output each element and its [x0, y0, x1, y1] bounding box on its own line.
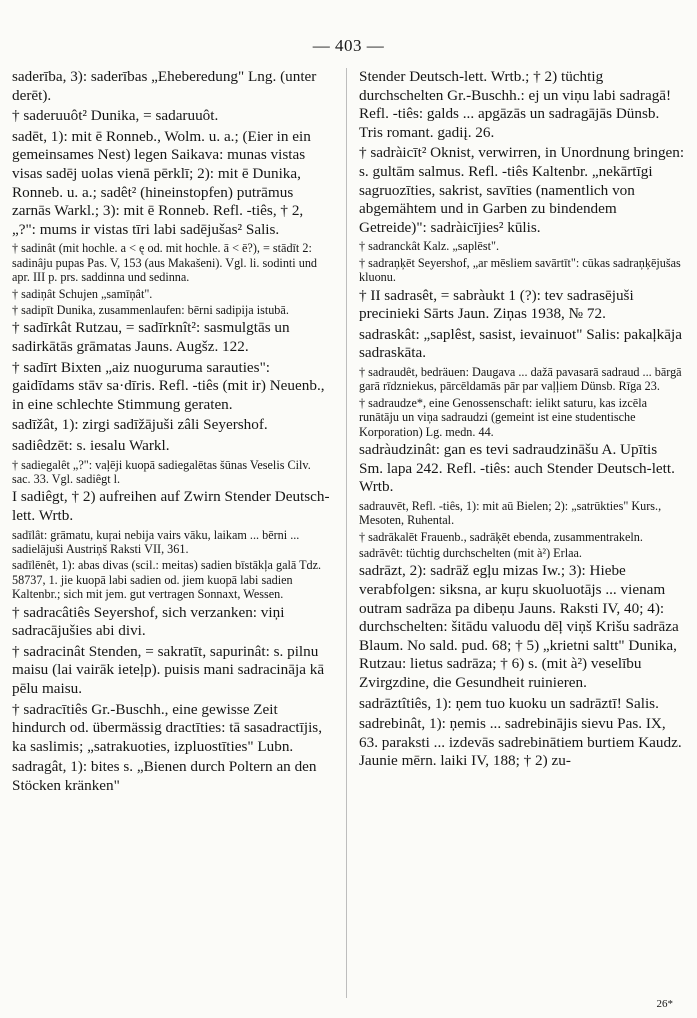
- entry: sadīžât, 1): zirgi sadīžājuši zâli Seyershof.: [12, 416, 268, 434]
- entry: † sadranckât Kalz. „saplēst".: [359, 239, 499, 254]
- entry: sadiêdzēt: s. iesalu Warkl.: [12, 436, 170, 454]
- left-column: [12, 68, 330, 798]
- entry: sadēt, 1): mit ē Ronneb., Wolm. u. a.; (Eier in ein gemeinsames Nest) legen Saikava: munas vistas visas sadēj uolas vienā pērklī; 2): mit ē Dunika, Ronneb. u. a.; sadêt² (hineinstopfen) putrāmus zarnās Warkl.; 3): mit ē Ronneb. Refl. -tiês, † 2, „?": mums ir vistas tīri labi sadējušas² Salis.: [12, 127, 311, 238]
- entry: † sadrākalēt Frauenb., sadrāķēt ebenda, zusammentrakeln.: [359, 529, 643, 544]
- entry: † sadràicīt² Oknist, verwirren, in Unordnung bringen: s. gultām salmus. Refl. -tiês Kaltenbr. „nekārtīgi sagruozīties, sakrist, savīties (namentlich von abgemähtem und in Garben zu bindendem Getreide)": sadràicījies² kūlis.: [359, 144, 685, 236]
- entry: sadrāztîtiês, 1): ņem tuo kuoku un sadrāztī! Salis.: [359, 694, 659, 712]
- entry: † sadraudêt, bedräuen: Daugava ... dažā pavasarā sadraud ... bārgā garā rīdzniekus, pārcēldamās pār par vaļļiem Dünsb. Rīga 23.: [359, 364, 682, 394]
- entry: † sadipīt Dunika, zusammenlaufen: bērni sadipija istubā.: [12, 302, 289, 317]
- entry: sadrāzt, 2): sadrāž egļu mizas Iw.; 3): Hiebe verabfolgen: siksna, ar kuŗu skuoluotājs ... vienam outram sadrāza pa dibeņu Jauns. Raksti IV, 40; 4): durchschelten: šitādu valuodu dēļ viņš Krišu sadrāza Blaum. No sald. pud. 68; † 5) „krietni saltt" Dunika, Rutzau: lietus sadrāza; † 6) s. (mit à²) veselību Zvirgzdine, die Gesundheit ruinieren.: [359, 562, 679, 691]
- entry: sadrauvēt, Refl. -tiês, 1): mit aū Bielen; 2): „satrūkties" Kurs., Mesoten, Ruhental.: [359, 498, 662, 528]
- entry: sadīlēnêt, 1): abas divas (scil.: meitas) sadien bīstākļa galā Tdz. 58737, 1. jie kuopā labi sadien od. jiem kuopā labi sadien Kaltenbr.; sich mit jem. gut vertragen Sonnaxt, Wessen.: [12, 558, 322, 602]
- entry: Stender Deutsch-lett. Wrtb.; † 2) tüchtig durchschelten Gr.-Buschh.: ej un viņu labi sadragā! Refl. -tiês: galds ... apgāzās un sadragājās Dünsb. Tris romant. gadiį. 26.: [359, 68, 672, 141]
- entry: sadīlât: grāmatu, kuŗai nebija vairs vāku, laikam ... bērni ... sadielājuši Austriņš Raksti VII, 361.: [12, 527, 300, 556]
- entry: sadragât, 1): bites s. „Bienen durch Poltern an den Stöcken kränken": [12, 758, 317, 794]
- entry: † sadiegalêt „?": vaļēji kuopā sadiegalētas šūnas Veselis Cilv. sac. 33. Vgl. sadiêgt l.: [12, 457, 311, 486]
- entry: I sadiêgt, † 2) aufreihen auf Zwirn Stender Deutsch-lett. Wrtb.: [12, 488, 330, 524]
- entry: † sadracinât Stenden, = sakratīt, sapurinât: s. pilnu maisu (lai vairāk ieteļp). puisis mani sadracināja kā pēlu maisu.: [12, 642, 325, 697]
- entry: † sadiņât Schujen „samīņât".: [12, 286, 153, 301]
- entry: sadràudzinât: gan es tevi sadraudzināšu A. Upītis Sm. lapa 242. Refl. -tiês: auch Stender Deutsch-lett. Wrtb.: [359, 440, 675, 496]
- printer-signature: 26*: [656, 998, 673, 1010]
- entry: † saderuuôt² Dunika, = sadaruuôt.: [12, 107, 219, 125]
- page-number: — 403 —: [312, 36, 385, 55]
- entry: sadraskât: „saplêst, sasist, ievainuot" Salis: pakaļkāja sadraskāta.: [359, 325, 682, 362]
- entry: sadrāvêt: tüchtig durchschelten (mit à²) Erlaa.: [359, 545, 582, 560]
- entry: sadrebinât, 1): ņemis ... sadrebinājis sievu Pas. IX, 63. paraksti ... izdevās sadrebinātiem burtiem Kaudz. Jaunie mērn. laiki IV, 188; † 2) zu-: [359, 715, 682, 770]
- entry: † sadracâtiês Seyershof, sich verzanken: viņi sadracājušies abi divi.: [12, 603, 285, 640]
- entry: † sadīrt Bixten „aiz nuoguruma sarauties": gaidīdams stāv sa·dīris. Refl. -tiês (mit ir) Neuenb., in eine schlechte Stimmung geraten.: [12, 358, 325, 413]
- entry: † sadīrkât Rutzau, = sadīrknît²: sasmulgtās un sadirkātās grāmatas Jauns. Augšz. 122.: [12, 319, 290, 355]
- entry: saderība, 3): saderības „Eheberedung" Lng. (unter derēt).: [12, 68, 317, 104]
- entry: † sadraudze*, eine Genossenschaft: ielikt saturu, kas izcēla runātāju un viņa sadraudzi (gemeint ist eine studentische Korporation) Lg. medn. 44.: [359, 395, 647, 439]
- entry: † II sadrasêt, = sabràukt 1 (?): tev sadrasējuši precinieki Sārts Jaun. Ziņas 1938, № 72.: [359, 286, 634, 323]
- entry: † sadracītiês Gr.-Buschh., eine gewisse Zeit hindurch od. übermässig dractīties: tā sasadractījis, ka saslimis; „satrakuoties, izpluostīties" Lubn.: [12, 700, 322, 755]
- column-divider: [346, 68, 347, 998]
- entry: † sadinât (mit hochle. a < ę od. mit hochle. ā < ē?), = stādīt 2: sadinâju pupas Pas. V, 153 (aus Makašeni). Vgl. li. sodinti und apr. III p. prs. saddinna und sedinna.: [12, 241, 318, 285]
- entry: † sadraņķēt Seyershof, „ar mēsliem savārtīt": cūkas sadraņķējušas kluonu.: [359, 255, 681, 285]
- right-column: [359, 68, 685, 773]
